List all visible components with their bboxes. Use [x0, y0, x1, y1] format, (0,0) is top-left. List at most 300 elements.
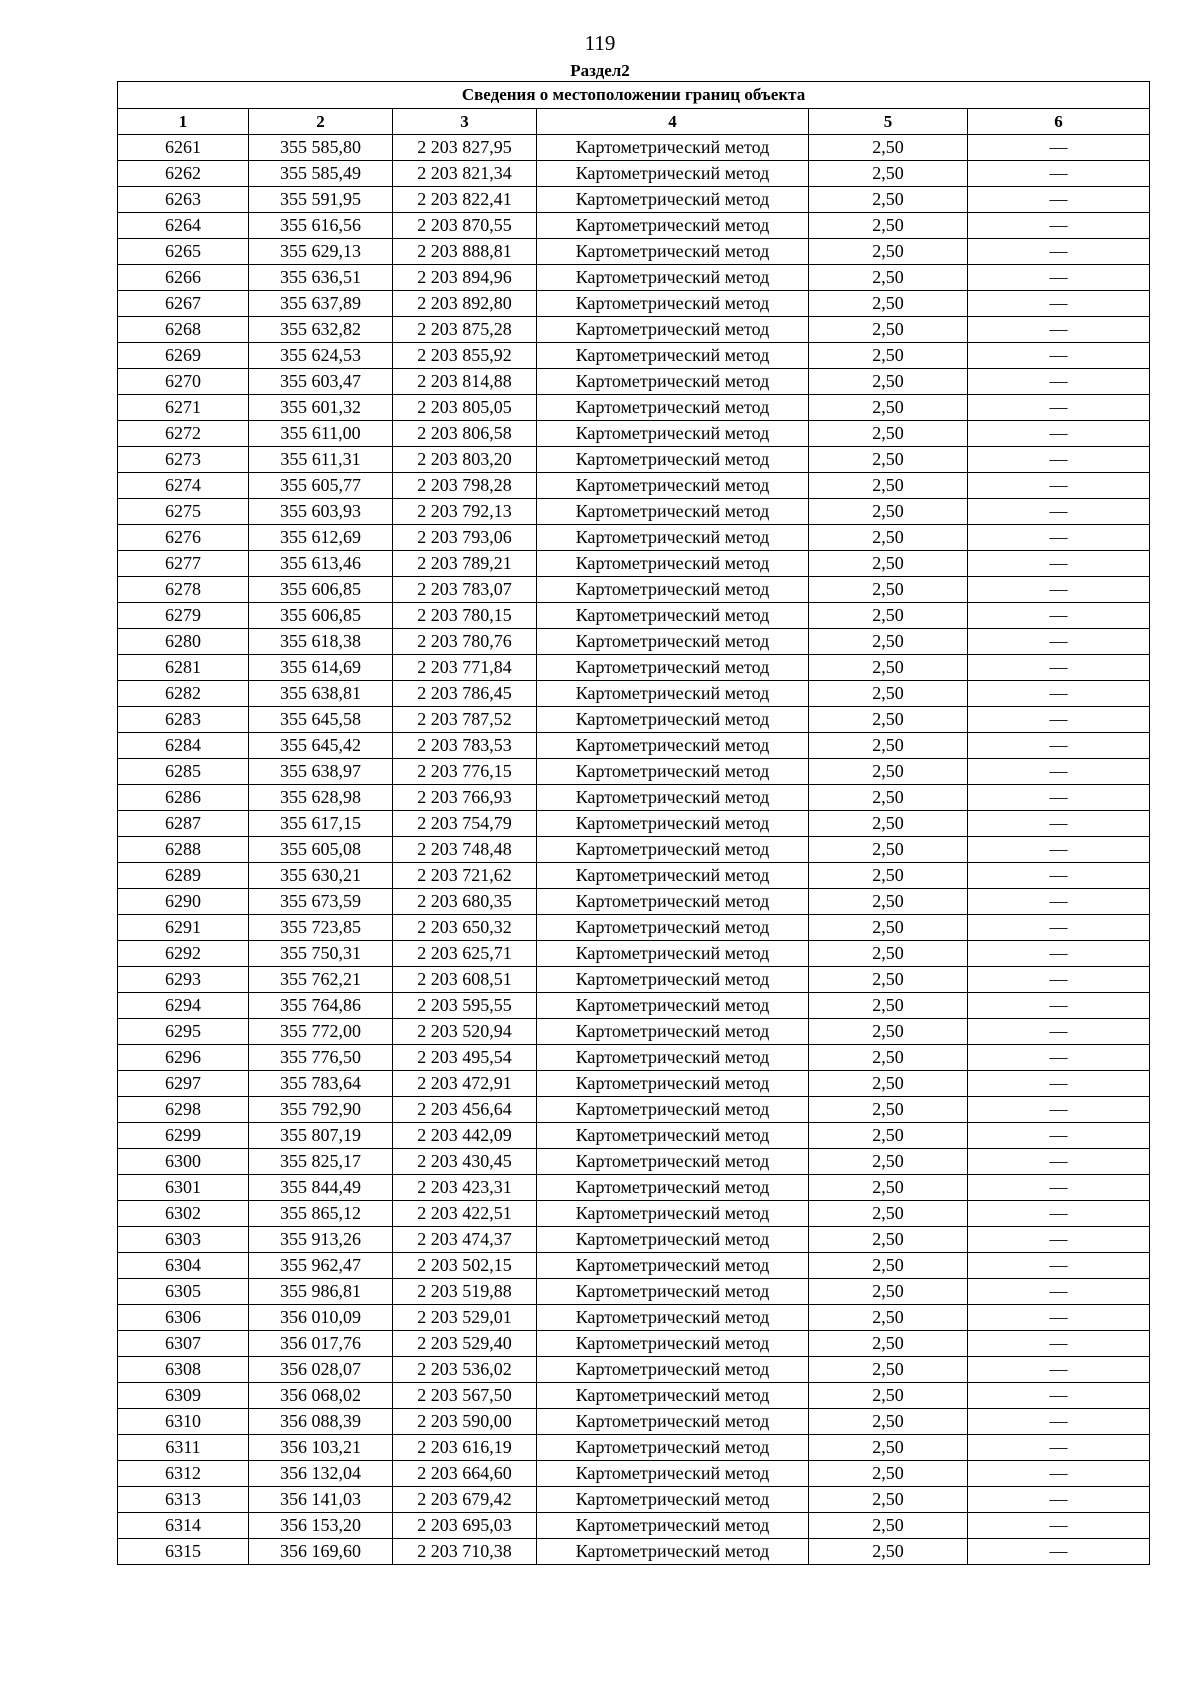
- accuracy-cell: 2,50: [809, 421, 968, 447]
- table-row: [118, 447, 1150, 473]
- coordinate-y-cell: 2 203 710,38: [393, 1539, 537, 1565]
- accuracy-cell: 2,50: [809, 837, 968, 863]
- point-number-cell: 6274: [118, 473, 249, 499]
- point-number-cell: 6267: [118, 291, 249, 317]
- coordinate-y-cell: 2 203 806,58: [393, 421, 537, 447]
- coordinate-x-cell: 355 603,93: [249, 499, 393, 525]
- method-cell: Картометрический метод: [537, 681, 809, 707]
- point-number-cell: 6298: [118, 1097, 249, 1123]
- table-row: [118, 1071, 1150, 1097]
- coordinate-y-cell: 2 203 608,51: [393, 967, 537, 993]
- coordinate-x-cell: 355 825,17: [249, 1149, 393, 1175]
- note-cell: —: [968, 1253, 1150, 1279]
- accuracy-cell: 2,50: [809, 889, 968, 915]
- coordinate-x-cell: 355 616,56: [249, 213, 393, 239]
- coordinate-y-cell: 2 203 430,45: [393, 1149, 537, 1175]
- note-cell: —: [968, 967, 1150, 993]
- method-cell: Картометрический метод: [537, 1201, 809, 1227]
- table-row: [118, 1513, 1150, 1539]
- point-number-cell: 6290: [118, 889, 249, 915]
- method-cell: Картометрический метод: [537, 993, 809, 1019]
- coordinate-y-cell: 2 203 529,40: [393, 1331, 537, 1357]
- method-cell: Картометрический метод: [537, 213, 809, 239]
- page-number: 119: [584, 31, 616, 55]
- coordinate-y-cell: 2 203 870,55: [393, 213, 537, 239]
- note-cell: —: [968, 1227, 1150, 1253]
- accuracy-cell: 2,50: [809, 1201, 968, 1227]
- note-cell: —: [968, 265, 1150, 291]
- accuracy-cell: 2,50: [809, 681, 968, 707]
- point-number-cell: 6300: [118, 1149, 249, 1175]
- coordinate-x-cell: 355 913,26: [249, 1227, 393, 1253]
- method-cell: Картометрический метод: [537, 265, 809, 291]
- coordinate-y-cell: 2 203 456,64: [393, 1097, 537, 1123]
- table-row: [118, 161, 1150, 187]
- coordinate-y-cell: 2 203 780,15: [393, 603, 537, 629]
- note-cell: —: [968, 1045, 1150, 1071]
- accuracy-cell: 2,50: [809, 733, 968, 759]
- method-cell: Картометрический метод: [537, 239, 809, 265]
- coordinate-x-cell: 355 638,97: [249, 759, 393, 785]
- table-row: [118, 1383, 1150, 1409]
- accuracy-cell: 2,50: [809, 577, 968, 603]
- point-number-cell: 6272: [118, 421, 249, 447]
- note-cell: —: [968, 1071, 1150, 1097]
- note-cell: —: [968, 1409, 1150, 1435]
- column-header-6: 6: [968, 109, 1150, 135]
- method-cell: Картометрический метод: [537, 551, 809, 577]
- point-number-cell: 6271: [118, 395, 249, 421]
- point-number-cell: 6296: [118, 1045, 249, 1071]
- note-cell: —: [968, 525, 1150, 551]
- note-cell: —: [968, 239, 1150, 265]
- coordinate-y-cell: 2 203 422,51: [393, 1201, 537, 1227]
- table-row: [118, 1305, 1150, 1331]
- column-header-1: 1: [118, 109, 249, 135]
- table-row: [118, 343, 1150, 369]
- coordinate-x-cell: 356 153,20: [249, 1513, 393, 1539]
- coordinate-y-cell: 2 203 822,41: [393, 187, 537, 213]
- point-number-cell: 6305: [118, 1279, 249, 1305]
- coordinate-x-cell: 356 017,76: [249, 1331, 393, 1357]
- coordinate-x-cell: 355 645,42: [249, 733, 393, 759]
- accuracy-cell: 2,50: [809, 499, 968, 525]
- note-cell: —: [968, 1331, 1150, 1357]
- method-cell: Картометрический метод: [537, 1305, 809, 1331]
- point-number-cell: 6288: [118, 837, 249, 863]
- method-cell: Картометрический метод: [537, 603, 809, 629]
- column-header-3: 3: [393, 109, 537, 135]
- point-number-cell: 6313: [118, 1487, 249, 1513]
- note-cell: —: [968, 499, 1150, 525]
- coordinate-x-cell: 355 764,86: [249, 993, 393, 1019]
- coordinate-y-cell: 2 203 754,79: [393, 811, 537, 837]
- note-cell: —: [968, 941, 1150, 967]
- coordinate-x-cell: 355 585,49: [249, 161, 393, 187]
- method-cell: Картометрический метод: [537, 421, 809, 447]
- method-cell: Картометрический метод: [537, 577, 809, 603]
- note-cell: —: [968, 473, 1150, 499]
- note-cell: —: [968, 655, 1150, 681]
- method-cell: Картометрический метод: [537, 733, 809, 759]
- method-cell: Картометрический метод: [537, 863, 809, 889]
- accuracy-cell: 2,50: [809, 265, 968, 291]
- note-cell: —: [968, 629, 1150, 655]
- table-row: [118, 941, 1150, 967]
- point-number-cell: 6277: [118, 551, 249, 577]
- coordinate-y-cell: 2 203 792,13: [393, 499, 537, 525]
- table-row: [118, 1149, 1150, 1175]
- coordinate-y-cell: 2 203 502,15: [393, 1253, 537, 1279]
- method-cell: Картометрический метод: [537, 1097, 809, 1123]
- note-cell: —: [968, 187, 1150, 213]
- coordinate-x-cell: 355 637,89: [249, 291, 393, 317]
- coordinate-y-cell: 2 203 664,60: [393, 1461, 537, 1487]
- note-cell: —: [968, 889, 1150, 915]
- note-cell: —: [968, 1149, 1150, 1175]
- table-row: [118, 1097, 1150, 1123]
- note-cell: —: [968, 1201, 1150, 1227]
- point-number-cell: 6278: [118, 577, 249, 603]
- point-number-cell: 6306: [118, 1305, 249, 1331]
- method-cell: Картометрический метод: [537, 941, 809, 967]
- method-cell: Картометрический метод: [537, 1279, 809, 1305]
- coordinate-y-cell: 2 203 616,19: [393, 1435, 537, 1461]
- note-cell: —: [968, 1305, 1150, 1331]
- note-cell: —: [968, 161, 1150, 187]
- table-row: [118, 785, 1150, 811]
- coordinate-x-cell: 355 807,19: [249, 1123, 393, 1149]
- coordinate-y-cell: 2 203 536,02: [393, 1357, 537, 1383]
- point-number-cell: 6312: [118, 1461, 249, 1487]
- point-number-cell: 6285: [118, 759, 249, 785]
- accuracy-cell: 2,50: [809, 551, 968, 577]
- note-cell: —: [968, 213, 1150, 239]
- point-number-cell: 6308: [118, 1357, 249, 1383]
- note-cell: —: [968, 395, 1150, 421]
- note-cell: —: [968, 811, 1150, 837]
- point-number-cell: 6292: [118, 941, 249, 967]
- coordinate-y-cell: 2 203 423,31: [393, 1175, 537, 1201]
- table-row: [118, 759, 1150, 785]
- table-row: [118, 1435, 1150, 1461]
- coordinate-y-cell: 2 203 748,48: [393, 837, 537, 863]
- accuracy-cell: 2,50: [809, 291, 968, 317]
- method-cell: Картометрический метод: [537, 785, 809, 811]
- coordinate-y-cell: 2 203 721,62: [393, 863, 537, 889]
- coordinate-y-cell: 2 203 590,00: [393, 1409, 537, 1435]
- coordinate-y-cell: 2 203 805,05: [393, 395, 537, 421]
- coordinate-x-cell: 355 606,85: [249, 603, 393, 629]
- table-row: [118, 1253, 1150, 1279]
- point-number-cell: 6280: [118, 629, 249, 655]
- coordinate-x-cell: 355 628,98: [249, 785, 393, 811]
- table-row: [118, 629, 1150, 655]
- method-cell: Картометрический метод: [537, 1045, 809, 1071]
- table-title-row: [118, 82, 1150, 109]
- method-cell: Картометрический метод: [537, 369, 809, 395]
- coordinate-x-cell: 355 606,85: [249, 577, 393, 603]
- note-cell: —: [968, 1539, 1150, 1565]
- table-row: [118, 1227, 1150, 1253]
- coordinate-x-cell: 355 636,51: [249, 265, 393, 291]
- coordinate-y-cell: 2 203 855,92: [393, 343, 537, 369]
- coordinate-y-cell: 2 203 529,01: [393, 1305, 537, 1331]
- coordinate-y-cell: 2 203 679,42: [393, 1487, 537, 1513]
- table-row: [118, 811, 1150, 837]
- method-cell: Картометрический метод: [537, 499, 809, 525]
- coordinate-x-cell: 355 844,49: [249, 1175, 393, 1201]
- point-number-cell: 6289: [118, 863, 249, 889]
- point-number-cell: 6303: [118, 1227, 249, 1253]
- method-cell: Картометрический метод: [537, 1253, 809, 1279]
- method-cell: Картометрический метод: [537, 1357, 809, 1383]
- coordinate-x-cell: 356 088,39: [249, 1409, 393, 1435]
- point-number-cell: 6307: [118, 1331, 249, 1357]
- coordinate-y-cell: 2 203 875,28: [393, 317, 537, 343]
- accuracy-cell: 2,50: [809, 655, 968, 681]
- coordinate-x-cell: 355 617,15: [249, 811, 393, 837]
- column-header-4: 4: [537, 109, 809, 135]
- point-number-cell: 6314: [118, 1513, 249, 1539]
- table-row: [118, 525, 1150, 551]
- table-row: [118, 681, 1150, 707]
- note-cell: —: [968, 733, 1150, 759]
- coordinate-y-cell: 2 203 803,20: [393, 447, 537, 473]
- table-row: [118, 1409, 1150, 1435]
- table-row: [118, 239, 1150, 265]
- accuracy-cell: 2,50: [809, 941, 968, 967]
- point-number-cell: 6276: [118, 525, 249, 551]
- note-cell: —: [968, 1175, 1150, 1201]
- accuracy-cell: 2,50: [809, 785, 968, 811]
- method-cell: Картометрический метод: [537, 655, 809, 681]
- coordinate-x-cell: 355 962,47: [249, 1253, 393, 1279]
- note-cell: —: [968, 1357, 1150, 1383]
- point-number-cell: 6270: [118, 369, 249, 395]
- table-row: [118, 187, 1150, 213]
- table-row: [118, 395, 1150, 421]
- coordinate-y-cell: 2 203 567,50: [393, 1383, 537, 1409]
- point-number-cell: 6287: [118, 811, 249, 837]
- point-number-cell: 6265: [118, 239, 249, 265]
- column-header-2: 2: [249, 109, 393, 135]
- method-cell: Картометрический метод: [537, 473, 809, 499]
- table-row: [118, 1279, 1150, 1305]
- table-row: [118, 1201, 1150, 1227]
- table-row: [118, 551, 1150, 577]
- accuracy-cell: 2,50: [809, 161, 968, 187]
- method-cell: Картометрический метод: [537, 447, 809, 473]
- table-row: [118, 1175, 1150, 1201]
- point-number-cell: 6268: [118, 317, 249, 343]
- accuracy-cell: 2,50: [809, 1253, 968, 1279]
- accuracy-cell: 2,50: [809, 1513, 968, 1539]
- coordinate-y-cell: 2 203 766,93: [393, 785, 537, 811]
- table-row: [118, 1045, 1150, 1071]
- note-cell: —: [968, 1383, 1150, 1409]
- accuracy-cell: 2,50: [809, 1175, 968, 1201]
- accuracy-cell: 2,50: [809, 473, 968, 499]
- table-row: [118, 369, 1150, 395]
- note-cell: —: [968, 603, 1150, 629]
- point-number-cell: 6301: [118, 1175, 249, 1201]
- table-title: Сведения о местоположении границ объекта: [118, 82, 1150, 109]
- table-row: [118, 863, 1150, 889]
- note-cell: —: [968, 837, 1150, 863]
- accuracy-cell: 2,50: [809, 317, 968, 343]
- method-cell: Картометрический метод: [537, 1435, 809, 1461]
- coordinate-y-cell: 2 203 888,81: [393, 239, 537, 265]
- coordinate-x-cell: 355 762,21: [249, 967, 393, 993]
- method-cell: Картометрический метод: [537, 1149, 809, 1175]
- table-row: [118, 655, 1150, 681]
- point-number-cell: 6275: [118, 499, 249, 525]
- method-cell: Картометрический метод: [537, 811, 809, 837]
- method-cell: Картометрический метод: [537, 707, 809, 733]
- note-cell: —: [968, 707, 1150, 733]
- coordinate-y-cell: 2 203 814,88: [393, 369, 537, 395]
- coordinate-y-cell: 2 203 827,95: [393, 135, 537, 161]
- table-row: [118, 993, 1150, 1019]
- method-cell: Картометрический метод: [537, 1487, 809, 1513]
- coordinate-y-cell: 2 203 650,32: [393, 915, 537, 941]
- coordinate-x-cell: 355 605,77: [249, 473, 393, 499]
- coordinate-y-cell: 2 203 520,94: [393, 1019, 537, 1045]
- coordinate-y-cell: 2 203 798,28: [393, 473, 537, 499]
- column-number-row: [118, 109, 1150, 135]
- accuracy-cell: 2,50: [809, 1383, 968, 1409]
- coordinate-x-cell: 355 792,90: [249, 1097, 393, 1123]
- accuracy-cell: 2,50: [809, 1123, 968, 1149]
- note-cell: —: [968, 135, 1150, 161]
- point-number-cell: 6262: [118, 161, 249, 187]
- accuracy-cell: 2,50: [809, 811, 968, 837]
- note-cell: —: [968, 863, 1150, 889]
- coordinate-x-cell: 355 638,81: [249, 681, 393, 707]
- coordinate-x-cell: 356 169,60: [249, 1539, 393, 1565]
- coordinate-x-cell: 355 585,80: [249, 135, 393, 161]
- coordinate-y-cell: 2 203 780,76: [393, 629, 537, 655]
- coordinate-y-cell: 2 203 793,06: [393, 525, 537, 551]
- accuracy-cell: 2,50: [809, 239, 968, 265]
- accuracy-cell: 2,50: [809, 629, 968, 655]
- method-cell: Картометрический метод: [537, 1461, 809, 1487]
- note-cell: —: [968, 759, 1150, 785]
- note-cell: —: [968, 993, 1150, 1019]
- coordinate-x-cell: 355 673,59: [249, 889, 393, 915]
- table-row: [118, 135, 1150, 161]
- coordinate-x-cell: 355 591,95: [249, 187, 393, 213]
- table-row: [118, 317, 1150, 343]
- method-cell: Картометрический метод: [537, 1539, 809, 1565]
- table-row: [118, 421, 1150, 447]
- method-cell: Картометрический метод: [537, 161, 809, 187]
- method-cell: Картометрический метод: [537, 1071, 809, 1097]
- coordinate-x-cell: 355 629,13: [249, 239, 393, 265]
- point-number-cell: 6282: [118, 681, 249, 707]
- coordinate-x-cell: 355 986,81: [249, 1279, 393, 1305]
- accuracy-cell: 2,50: [809, 707, 968, 733]
- accuracy-cell: 2,50: [809, 1539, 968, 1565]
- table-row: [118, 967, 1150, 993]
- point-number-cell: 6261: [118, 135, 249, 161]
- method-cell: Картометрический метод: [537, 525, 809, 551]
- method-cell: Картометрический метод: [537, 395, 809, 421]
- table-row: [118, 1123, 1150, 1149]
- coordinate-x-cell: 355 750,31: [249, 941, 393, 967]
- accuracy-cell: 2,50: [809, 863, 968, 889]
- table-row: [118, 1331, 1150, 1357]
- note-cell: —: [968, 447, 1150, 473]
- method-cell: Картометрический метод: [537, 1175, 809, 1201]
- method-cell: Картометрический метод: [537, 1227, 809, 1253]
- accuracy-cell: 2,50: [809, 1227, 968, 1253]
- coordinate-x-cell: 356 141,03: [249, 1487, 393, 1513]
- coordinate-y-cell: 2 203 783,53: [393, 733, 537, 759]
- accuracy-cell: 2,50: [809, 603, 968, 629]
- table-row: [118, 265, 1150, 291]
- point-number-cell: 6315: [118, 1539, 249, 1565]
- point-number-cell: 6297: [118, 1071, 249, 1097]
- point-number-cell: 6304: [118, 1253, 249, 1279]
- table-row: [118, 1539, 1150, 1565]
- table-row: [118, 889, 1150, 915]
- point-number-cell: 6311: [118, 1435, 249, 1461]
- method-cell: Картометрический метод: [537, 915, 809, 941]
- note-cell: —: [968, 577, 1150, 603]
- coordinate-y-cell: 2 203 680,35: [393, 889, 537, 915]
- table-row: [118, 1019, 1150, 1045]
- method-cell: Картометрический метод: [537, 135, 809, 161]
- table-row: [118, 733, 1150, 759]
- note-cell: —: [968, 1461, 1150, 1487]
- section-label: Раздел2: [570, 61, 630, 80]
- coordinate-y-cell: 2 203 894,96: [393, 265, 537, 291]
- accuracy-cell: 2,50: [809, 1461, 968, 1487]
- note-cell: —: [968, 369, 1150, 395]
- coordinate-x-cell: 355 776,50: [249, 1045, 393, 1071]
- accuracy-cell: 2,50: [809, 187, 968, 213]
- coordinate-y-cell: 2 203 776,15: [393, 759, 537, 785]
- coordinate-x-cell: 355 613,46: [249, 551, 393, 577]
- note-cell: —: [968, 1435, 1150, 1461]
- accuracy-cell: 2,50: [809, 1409, 968, 1435]
- coordinate-x-cell: 356 132,04: [249, 1461, 393, 1487]
- point-number-cell: 6293: [118, 967, 249, 993]
- method-cell: Картометрический метод: [537, 629, 809, 655]
- coordinate-x-cell: 355 605,08: [249, 837, 393, 863]
- table-body: [118, 135, 1150, 1565]
- coordinate-y-cell: 2 203 474,37: [393, 1227, 537, 1253]
- point-number-cell: 6294: [118, 993, 249, 1019]
- accuracy-cell: 2,50: [809, 369, 968, 395]
- note-cell: —: [968, 421, 1150, 447]
- coordinate-y-cell: 2 203 786,45: [393, 681, 537, 707]
- accuracy-cell: 2,50: [809, 967, 968, 993]
- point-number-cell: 6284: [118, 733, 249, 759]
- coordinate-y-cell: 2 203 472,91: [393, 1071, 537, 1097]
- coordinate-x-cell: 356 103,21: [249, 1435, 393, 1461]
- coordinate-y-cell: 2 203 519,88: [393, 1279, 537, 1305]
- table-row: [118, 1357, 1150, 1383]
- note-cell: —: [968, 681, 1150, 707]
- coordinate-x-cell: 355 772,00: [249, 1019, 393, 1045]
- point-number-cell: 6273: [118, 447, 249, 473]
- method-cell: Картометрический метод: [537, 889, 809, 915]
- coordinate-x-cell: 355 612,69: [249, 525, 393, 551]
- coordinate-x-cell: 355 611,31: [249, 447, 393, 473]
